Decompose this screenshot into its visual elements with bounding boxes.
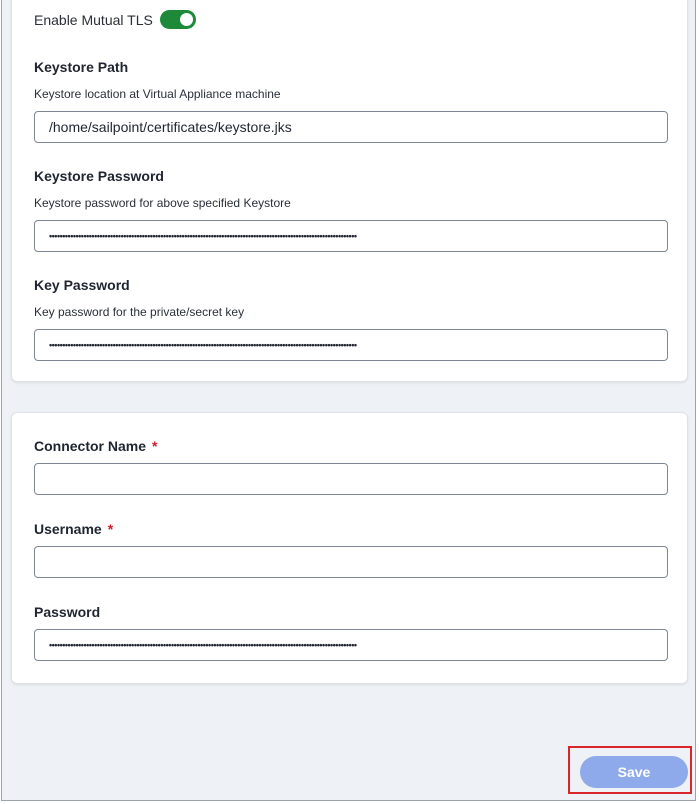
keystore-path-input[interactable]: /home/sailpoint/certificates/keystore.jks [34, 111, 668, 143]
mutual-tls-toggle-label: Enable Mutual TLS [34, 11, 153, 28]
connector-name-input[interactable] [34, 463, 668, 495]
connector-name-label-text: Connector Name [34, 438, 147, 454]
mutual-tls-toggle-row [34, 10, 196, 29]
required-marker: * [152, 438, 158, 454]
keystore-password-input[interactable]: •••••••••••••••••••••••••••••••••••••••••••••••••••••••••••••••••••••••••••••••••••••••••••••••••••••••••••••••••••• [34, 220, 668, 252]
required-marker: * [107, 521, 114, 537]
connector-name-label [34, 438, 157, 454]
key-password-label: Key Password [34, 277, 130, 293]
key-password-input[interactable]: •••••••••••••••••••••••••••••••••••••••••••••••••••••••••••••••••••••••••••••••••••••••••••••••••••••••••••••••••••• [34, 329, 668, 361]
save-button[interactable]: Save [580, 756, 688, 788]
keystore-path-help: Keystore location at Virtual Appliance machine [34, 87, 281, 101]
settings-panel [1, 0, 696, 801]
connector-details-card [11, 412, 688, 684]
key-password-help: Key password for the private/secret key [34, 305, 245, 319]
keystore-path-label: Keystore Path [34, 59, 129, 75]
password-label: Password [34, 604, 101, 620]
mutual-tls-toggle[interactable] [160, 10, 196, 29]
keystore-password-help: Keystore password for above specified Keystore [34, 196, 291, 210]
toggle-knob [180, 13, 193, 26]
keystore-password-label: Keystore Password [34, 168, 164, 184]
username-label-text: Username [34, 521, 102, 537]
password-input[interactable]: •••••••••••••••••••••••••••••••••••••••••••••••••••••••••••••••••••••••••••••••••••••••••••••••••••••••••••••••••••• [34, 629, 668, 661]
username-input[interactable] [34, 546, 668, 578]
username-label [34, 521, 113, 537]
mutual-tls-card [11, 0, 688, 382]
